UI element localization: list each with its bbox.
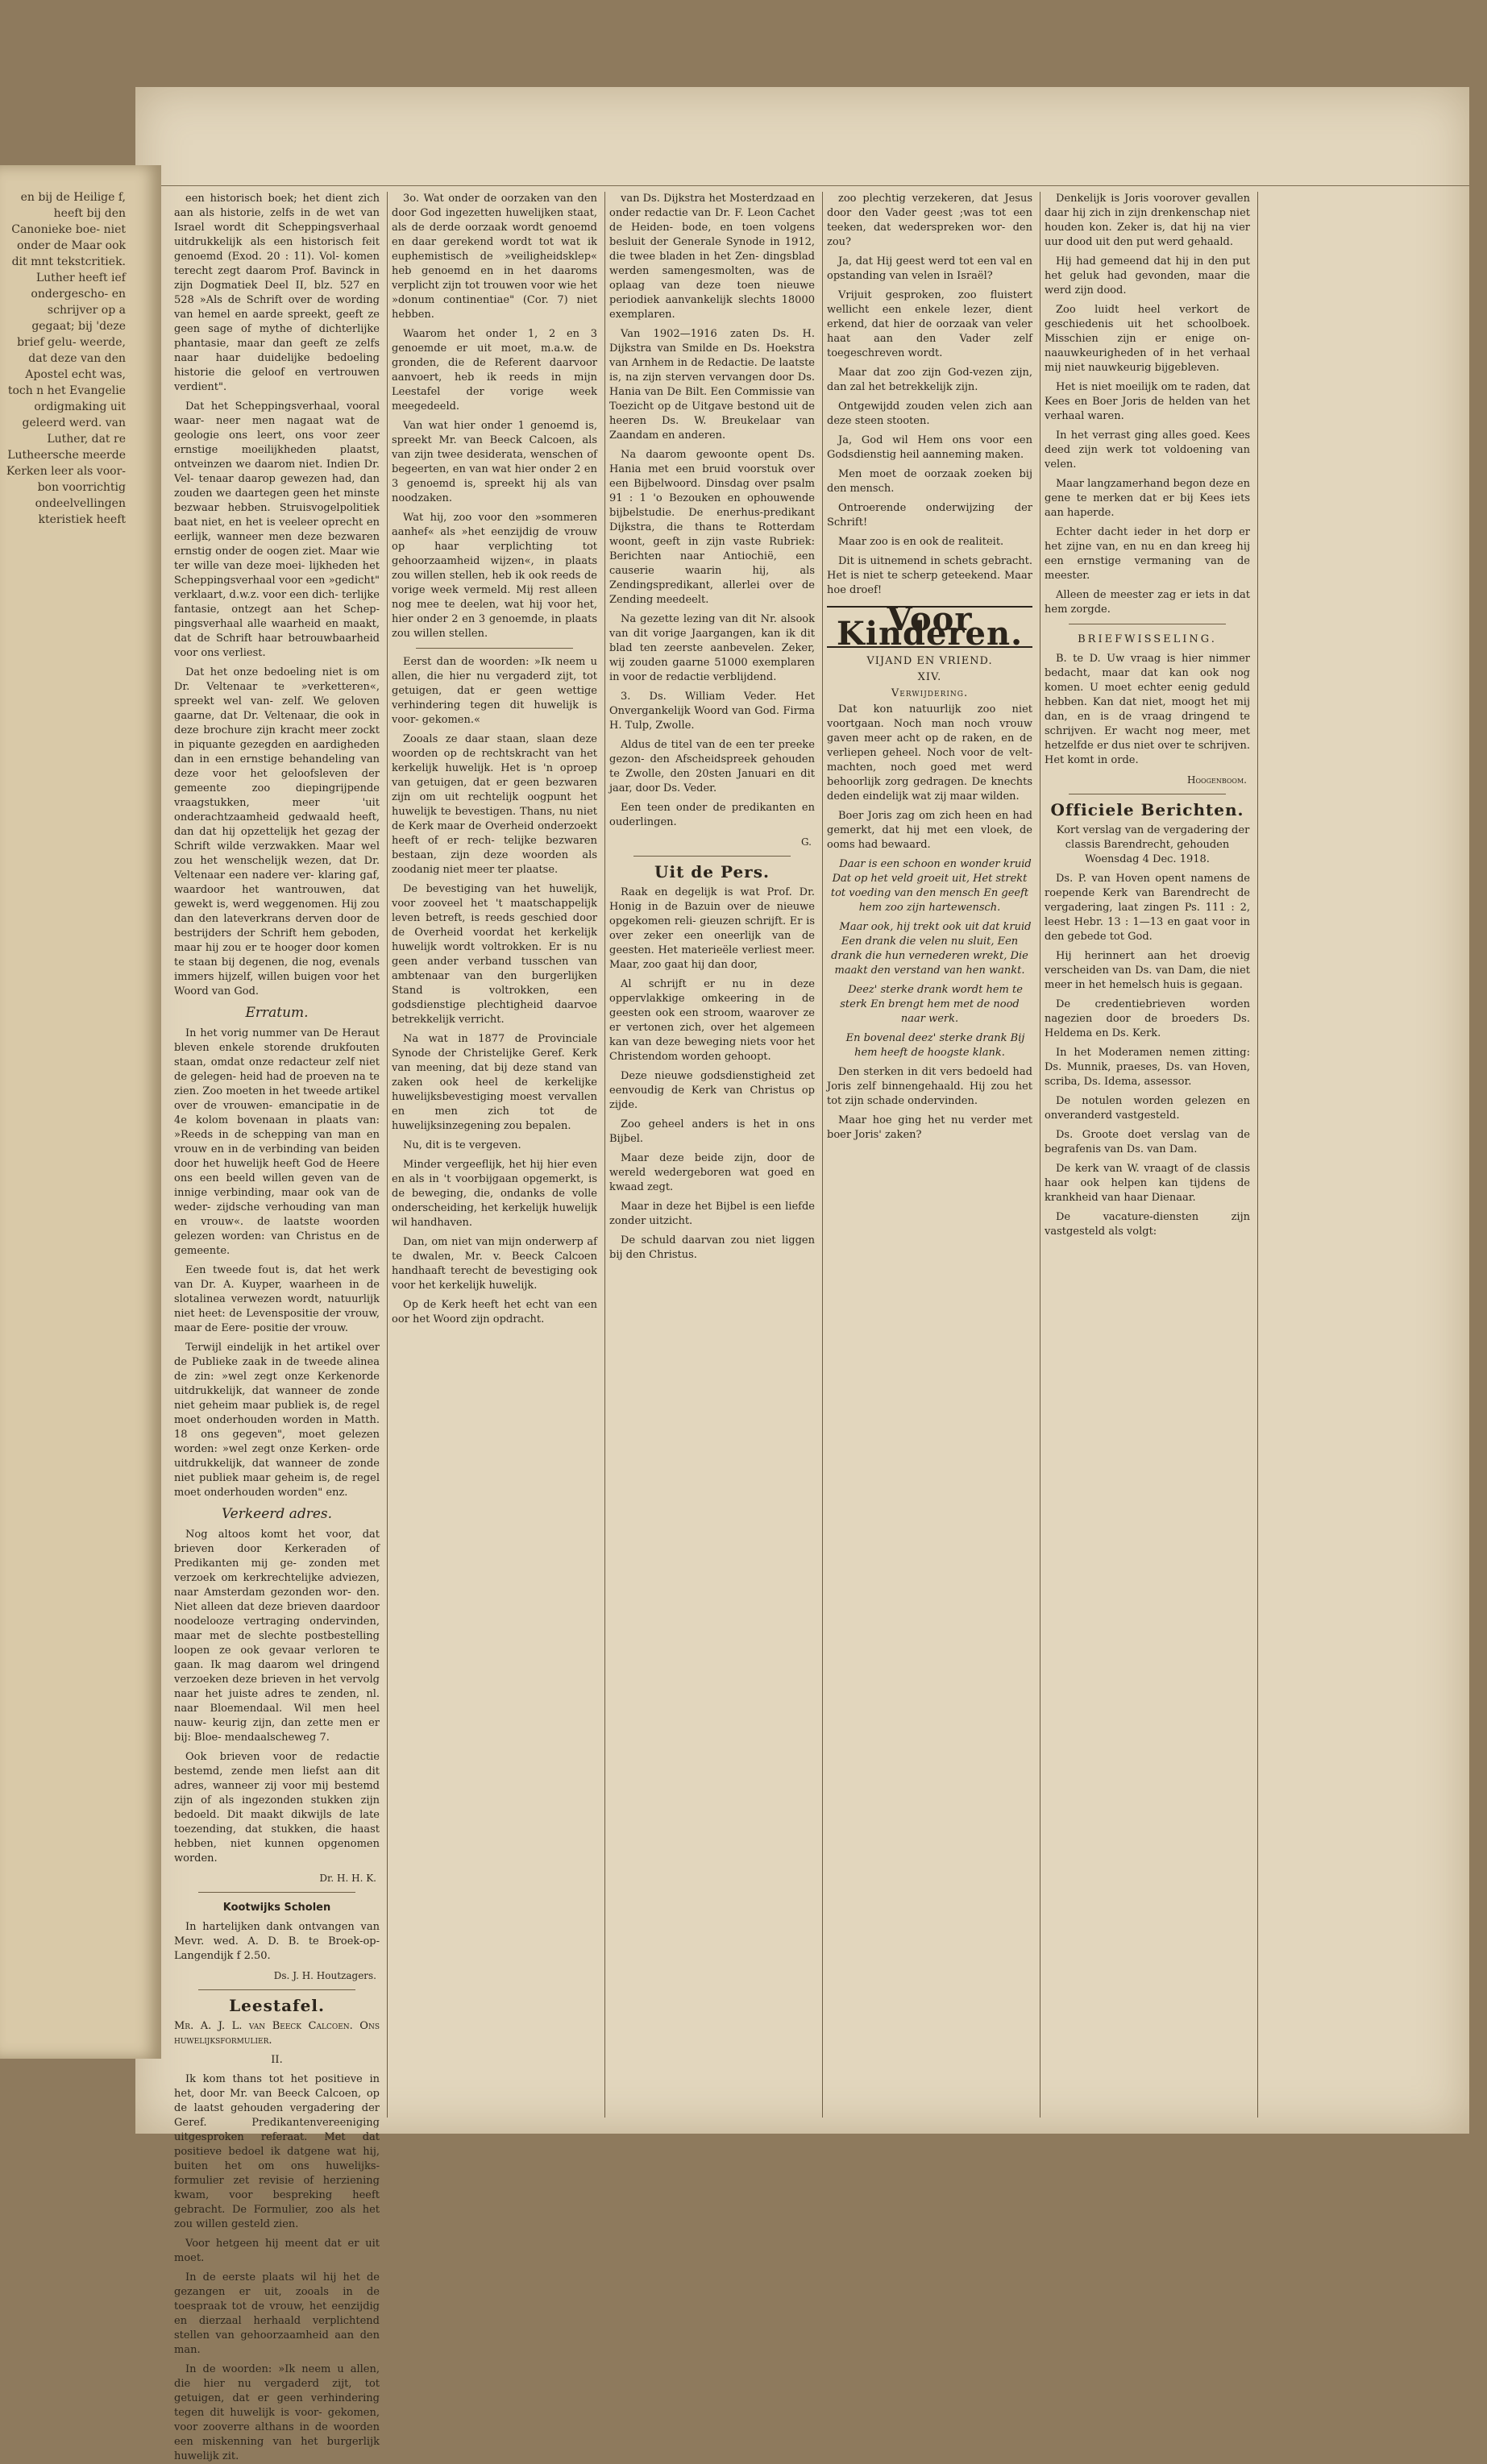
body-text: Ontgewijdd zouden velen zich aan deze steen stooten.: [827, 400, 1032, 427]
verse-text: Maar ook, hij trekt ook uit dat kruid Een drank die velen nu sluit, Een drank die hun vernederen wrekt, Die maakt den verstand van hen wankt.: [831, 921, 1032, 977]
verse-text: Deez' sterke drank wordt hem te sterk En brengt hem met de nood naar werk.: [840, 984, 1023, 1025]
divider: [198, 1892, 355, 1893]
body-text: Ontroerende onderwijzing der Schrift!: [827, 502, 1032, 529]
body-text: Van 1902—1916 zaten Ds. H. Dijkstra van Smilde en Ds. Hoekstra van Arnhem in de Redactie. De laatste is, na zijn sterven vervangen door Ds. Hania van De Bilt. Een Commissie van Toezicht op de Uitgave bestond uit de heeren Ds. W. Breukelaar van Zaandam en anderen.: [609, 328, 815, 442]
column-rule: [822, 192, 823, 2118]
body-text: Nu, dit is te vergeven.: [403, 1139, 521, 1151]
body-text: In het vorig nummer van De Heraut bleven enkele storende drukfouten staan, omdat onze redacteur zelf niet de gelegen- heid had de proeven na te zien. Zoo moeten in het tweede artikel over de vrouwen- emancipatie in de 4e kolom bovenaan in plaats van: »Reeds in de schepping van man en vrouw en in de verbinding van beiden door het huwelijk heeft God de Heere ons een beeld willen geven van de innige verbinding, maar ook van de weder- zijdsche verhouding van man en vrouw«. de laatste woorden gelezen worden: van Christus en de gemeente.: [174, 1027, 380, 1257]
column-5: [1045, 192, 1250, 2118]
body-text: Maar zoo is en ook de realiteit.: [838, 536, 1004, 548]
body-text: Kort verslag van de vergadering der classis Barendrecht, gehouden Woensdag 4 Dec. 1918.: [1056, 824, 1250, 865]
body-text: De bevestiging van het huwelijk, voor zooveel het 't maatschappelijk leven betreft, is reeds geschied door de Overheid voordat het kerkelijk huwelijk wordt voltrokken. Er is nu geen ander verband tusschen van ambtenaar van den burgerlijken Stand is voltrokken, een godsdienstige plechtigheid daarvoe betrekkelijk verricht.: [392, 883, 597, 1026]
body-text: Na gezette lezing van dit Nr. alsook van dit vorige Jaargangen, kan ik dit blad ten zeerste aanbevelen. Zeker, wij zouden gaarne 51000 exemplaren in voor de redactie verblijdend.: [609, 613, 815, 683]
body-text: Dat het Scheppingsverhaal, vooral waar- neer men nagaat wat de geologie ons leert, ons voor zeer ernstige moeilijkheden plaatst, ontveinzen we daarom niet. Indien Dr. Vel- tenaar daarop gewezen had, dan zouden we daartegen geen het minste bezwaar hebben. Struisvogelpolitiek baat niet, en het is veeleer oprecht en eerlijk, wanneer men deze bezwaren ernstig onder de oogen ziet. Maar wie ter wille van deze moei- lijkheden het Scheppingsverhaal voor een »gedicht" verklaart, d.w.z. voor een dich- terlijke fantasie, ontzegt aan het Schep- pingsverhaal alle waarheid en maakt, dat de Schrift haar betrouwbaarheid voor ons verliest.: [174, 400, 380, 659]
erratum-heading: Erratum.: [245, 1005, 309, 1021]
body-text: In de eerste plaats wil hij het de gezangen er uit, zooals in de toespraak tot de vrouw, het eenzijdig en dierzaal herhaald verplichtend stellen van gehoorzaamheid aan den man.: [174, 2271, 380, 2356]
body-text: Boer Joris zag om zich heen en had gemerkt, dat hij met een vloek, de ooms had bewaard.: [827, 810, 1032, 851]
signature: Hoogenboom.: [1187, 774, 1247, 786]
signature: Ds. J. H. Houtzagers.: [273, 1970, 376, 1981]
body-text: Een tweede fout is, dat het werk van Dr. A. Kuyper, waarheen in de slotalinea verwezen wordt, natuurlijk niet heet: de Levenspositie der vrouw, maar de Eere- positie der vrouw.: [174, 1264, 380, 1334]
body-text: Dat kon natuurlijk zoo niet voortgaan. Noch man noch vrouw gaven meer acht op de raken, en de verliepen geheel. Noch voor de velt- machten, noch goed met werd behoorlijk zorg gedragen. De knechts deden eindelijk wat zij maar wilden.: [827, 703, 1032, 803]
body-text: In de woorden: »Ik neem u allen, die hier nu vergaderd zijt, tot getuigen, dat er geen verhindering tegen dit huwelijk is voor- gekomen, voor zooverre althans in de woorden een miskenning van het burgerlijk huwelijk zit.: [174, 2363, 380, 2462]
body-text: een historisch boek; het dient zich aan als historie, zelfs in de wet van Israel wordt dit Scheppingsverhaal uitdrukkelijk als een historisch feit genoemd (Exod. 20 : 11). Vol- komen terecht zegt daarom Prof. Bavinck in zijn Dogmatiek Deel II, blz. 527 en 528 »Als de Schrift over de wording van hemel en aarde spreekt, geeft ze geen sage of mythe of dichterlijke phantasie, maar dan geeft ze zelfs naar haar duidelijke bedoeling historie die geloof en vertrouwen verdient".: [174, 193, 380, 393]
body-text: B. te D. Uw vraag is hier nimmer bedacht, maar dat kan ook nog komen. U moet echter eenig geduld hebben. Kan dat niet, moogt het mij dan, en is de vraag dringend te schrijven. Er wacht nog meer, met hetzelfde er dus niet over te schrijven. Het komt in orde.: [1045, 653, 1250, 766]
body-text: Echter dacht ieder in het dorp er het zijne van, en nu en dan kreeg hij een ernstige vermaning van de meester.: [1045, 526, 1250, 582]
body-text: Dat het onze bedoeling niet is om Dr. Veltenaar te »verketteren«, spreekt wel van- zelf. We geloven gaarne, dat Dr. Veltenaar, die ook in deze brochure zijn kracht meer zockt in piquante gezegden en aardigheden dan in een ernstige behandeling van deze voor het geloofsleven der gemeente zoo diepingrijpende vraagstukken, meer 'uit onderachtzaamheid gedwaald heeft, dan dat hij opzettelijk het gezag der Schrift wilde verzwakken. Maar wel zou het wenschelijk wezen, dat Dr. Veltenaar een nadere ver- klaring gaf, waardoor het wantrouwen, dat gewekt is, werd weggenomen. Hij zou dan den lateverkrans derven door de bestrijders der Schrift hem geboden, maar hij zou er te hooger door komen te staan bij degenen, die nog, evenals immers hijzelf, willen buigen voor het Woord van God.: [174, 666, 380, 998]
body-text: Ik kom thans tot het positieve in het, door Mr. van Beeck Calcoen, op de laatst gehouden vergadering der Geref. Predikantenvereeniging uitgesproken referaat. Met dat positieve bedoel ik datgene wat hij, buiten het om ons huwelijks- formulier zet revisie of herziening kwam, voor bespreking heeft gebracht. De Formulier, zoo als het zou willen gesteld zien.: [174, 2073, 380, 2230]
body-text: Nog altoos komt het voor, dat brieven door Kerkeraden of Predikanten mij ge- zonden met verzoek om kerkrechtelijke adviezen, naar Amsterdam gezonden wor- den. Niet alleen dat deze brieven daardoor noodelooze vertraging ondervinden, maar met de slechte postbestelling loopen ze ook gevaar verloren te gaan. Ik mag daarom wel dringend verzoeken deze brieven in het vervolg naar het juiste adres te zenden, nl. naar Bloemendaal. Wil men heel nauw- keurig zijn, dan zette men er bij: Bloe- mendaalscheweg 7.: [174, 1529, 380, 1744]
voor-kinderen-masthead: Voor Kinderen.: [827, 606, 1032, 648]
story-subtitle: Verwijdering.: [891, 687, 969, 699]
body-text: Maar deze beide zijn, door de wereld wedergeboren wat goed en kwaad zegt.: [609, 1152, 815, 1193]
body-text: Den sterken in dit vers bedoeld had Joris zelf binnengehaald. Hij zou het tot zijn schade ondervinden.: [827, 1066, 1032, 1107]
column-4: [827, 192, 1032, 2118]
body-text: zoo plechtig verzekeren, dat Jesus door den Vader geest ;was tot een teeken, dat wederspreken wor- den zou?: [827, 193, 1032, 248]
body-text: Aldus de titel van de een ter preeke gezon- den Afscheidspreek gehouden te Zwolle, den 20sten Januari en dit jaar, door Ds. Veder.: [609, 739, 815, 794]
body-text: van Ds. Dijkstra het Mosterdzaad en onder redactie van Dr. F. Leon Cachet de Heiden- bode, en toen volgens besluit der Generale Synode in 1912, die twee bladen in het Zen- dingsblad werden samengesmolten, was de oplaag van deze toen nieuwe periodiek aanvankelijk slechts 18000 exemplaren.: [609, 193, 815, 321]
body-text: Ja, dat Hij geest werd tot een val en opstanding van velen in Israël?: [827, 255, 1032, 282]
body-text: Eerst dan de woorden: »Ik neem u allen, die hier nu vergaderd zijt, tot getuigen, dat er geen wettige verhindering tegen dit huwelijk is voor- gekomen.«: [392, 656, 597, 726]
adjacent-page-text: en bij de Heilige f, heeft bij den Canonieke boe- niet onder de Maar ook dit mnt tekstcritiek. Luther heeft ief ondergescho- en schrijver op a gegaat; bij 'deze brief gelu- weerde, dat deze van den Apostel echt was, toch n het Evangelie ordigmaking uit geleerd werd. van Luther, dat re Lutheersche meerde Kerken leer als voor- bon voorrichtig ondeelvellingen kteristiek heeft: [6, 191, 126, 526]
body-text: Waarom het onder 1, 2 en 3 genoemde er uit moet, m.a.w. de gronden, die de Referent daarvoor aanvoert, heb ik reeds in mijn Leestafel der vorige week meegedeeld.: [392, 328, 597, 413]
body-text: Voor hetgeen hij meent dat er uit moet.: [174, 2238, 380, 2264]
body-text: De vacature-diensten zijn vastgesteld als volgt:: [1045, 1211, 1250, 1238]
verse-text: En bovenal deez' sterke drank Bij hem heeft de hoogste klank.: [845, 1032, 1025, 1059]
body-text: Zoo geheel anders is het in ons Bijbel.: [609, 1118, 815, 1145]
leestafel-heading: Leestafel.: [229, 1996, 325, 2015]
column-3: [609, 192, 815, 2118]
body-text: Hij had gemeend dat hij in den put het geluk had gevonden, maar die werd zijn dood.: [1045, 255, 1250, 297]
body-text: De schuld daarvan zou niet liggen bij den Christus.: [609, 1234, 815, 1261]
leestafel-subheading: Mr. A. J. L. van Beeck Calcoen. Ons huwelijksformulier.: [174, 2020, 380, 2047]
uit-de-pers-heading: Uit de Pers.: [654, 862, 770, 881]
body-text: Deze nieuwe godsdienstigheid zet eenvoudig de Kerk van Christus op zijde.: [609, 1070, 815, 1111]
body-text: In het Moderamen nemen zitting: Ds. Munnik, praeses, Ds. van Hoven, scriba, Ds. Idema, assessor.: [1045, 1047, 1250, 1088]
body-text: Zooals ze daar staan, slaan deze woorden op de rechtskracht van het kerkelijk huwelijk. Het is 'n oproep van getuigen, dat er geen bezwaren zijn om uit rechtelijk oogpunt het huwelijk te bevestigen. Thans, nu niet de Kerk maar de Overheid onderzoekt heeft of er rech- telijke bezwaren bestaan, zijn deze woorden als zoodanig niet meer ter plaatse.: [392, 733, 597, 876]
body-text: Na daarom gewoonte opent Ds. Hania met een bruid voorstuk over een Bijbelwoord. Dinsdag over psalm 91 : 1 'o Bezouken en ophouwende bijbelstudie. De enerhus-predikant Dijkstra, die thans te Rotterdam woont, geeft in zijn vaste Rubriek: Berichten naar Antiochië, een causerie waarin hij, als Zendingspredikant, allerlei over de Zending meedeelt.: [609, 449, 815, 606]
body-text: In het verrast ging alles goed. Kees deed zijn werk tot voldoening van velen.: [1045, 429, 1250, 471]
body-text: Maar hoe ging het nu verder met boer Joris' zaken?: [827, 1114, 1032, 1141]
divider: [633, 856, 791, 857]
verkeerd-adres-heading: Verkeerd adres.: [221, 1506, 333, 1522]
story-numeral: XIV.: [917, 671, 942, 683]
body-text: Een teen onder de predikanten en ouderlingen.: [609, 802, 815, 828]
divider: [198, 1989, 355, 1990]
section-numeral: II.: [271, 2054, 283, 2066]
top-rule: [135, 185, 1469, 186]
body-text: Denkelijk is Joris voorover gevallen daar hij zich in zijn drenkenschap niet houden kon. Zeker is, dat hij na vier uur dood uit den put werd gehaald.: [1045, 193, 1250, 248]
body-text: Hij herinnert aan het droevig verscheiden van Ds. van Dam, die niet meer in het hemelsch huis is gegaan.: [1045, 950, 1250, 991]
body-text: Men moet de oorzaak zoeken bij den mensch.: [827, 468, 1032, 495]
body-text: Dan, om niet van mijn onderwerp af te dwalen, Mr. v. Beeck Calcoen handhaaft terecht de bevestiging ook voor het kerkelijk huwelijk.: [392, 1236, 597, 1292]
column-rule: [604, 192, 605, 2118]
divider: [416, 648, 573, 649]
column-rule: [1257, 192, 1258, 2118]
body-text: Maar dat zoo zijn God-vezen zijn, dan zal het betrekkelijk zijn.: [827, 367, 1032, 393]
body-text: Ds. P. van Hoven opent namens de roepende Kerk van Barendrecht de vergadering, laat zingen Ps. 111 : 2, leest Hebr. 13 : 1—13 en gaat voor in den gebede tot God.: [1045, 873, 1250, 943]
adjacent-page-strip: [0, 165, 161, 2059]
body-text: Alleen de meester zag er iets in dat hem zorgde.: [1045, 589, 1250, 616]
body-text: Dit is uitnemend in schets gebracht. Het is niet te scherp geteekend. Maar hoe droef!: [827, 555, 1032, 596]
column-1: [174, 192, 380, 2462]
body-text: De kerk van W. vraagt of de classis haar ook helpen kan tijdens de krankheid van haar Dienaar.: [1045, 1163, 1250, 1204]
body-text: Terwijl eindelijk in het artikel over de Publieke zaak in de tweede alinea de zin: »wel zegt onze Kerkenorde uitdrukkelijk, dat wanneer de zonde niet geheim maar publiek is, de regel moet onderhouden worden in Matth. 18 ons gegeven", moet gelezen worden: »wel zegt onze Kerken- orde uitdrukkelijk, dat wanneer de zonde niet publiek maar geheim is, de regel moet onderhouden worden" enz.: [174, 1342, 380, 1499]
body-text: De credentiebrieven worden nagezien door de broeders Ds. Heldema en Ds. Kerk.: [1045, 998, 1250, 1039]
body-text: Maar langzamerhand begon deze en gene te merken dat er bij Kees iets aan haperde.: [1045, 478, 1250, 519]
body-text: Het is niet moeilijk om te raden, dat Kees en Boer Joris de helden van het verhaal waren.: [1045, 381, 1250, 422]
story-title: VIJAND EN VRIEND.: [866, 655, 993, 667]
body-text: Ds. Groote doet verslag van de begrafenis van Ds. van Dam.: [1045, 1129, 1250, 1155]
kootwijk-heading: Kootwijks Scholen: [222, 1902, 331, 1914]
body-text: Op de Kerk heeft het echt van een oor het Woord zijn opdracht.: [392, 1299, 597, 1325]
column-rule: [387, 192, 388, 2118]
body-text: Zoo luidt heel verkort de geschiedenis uit het schoolboek. Misschien zijn er enige on- naauwkeurigheden of in het verhaal mij niet nauwkeurig bijgebleven.: [1045, 304, 1250, 374]
body-text: Minder vergeeflijk, het hij hier even en als in 't voorbijgaan opgemerkt, is de beweging, die, ondanks de volle onderscheiding, het kerkelijk huwelijk wil handhaven.: [392, 1159, 597, 1229]
body-text: Na wat in 1877 de Provinciale Synode der Christelijke Geref. Kerk van meening, dat bij deze stand van zaken ook heel de kerkelijke huwelijksbevestiging moest vervallen en men zich tot de huwelijksinzegening zou bepalen.: [392, 1033, 597, 1132]
verse-text: Daar is een schoon en wonder kruid Dat op het veld groeit uit, Het strekt tot voeding van den mensch En geeft hem zoo zijn hartewensch.: [830, 858, 1032, 914]
body-text: Ook brieven voor de redactie bestemd, zende men liefst aan dit adres, wanneer zij voor mij bestemd zijn of als ingezonden stukken zijn bedoeld. Dit maakt dikwijls de late toezending, dat stukken, die haast hebben, niet kunnen opgenomen worden.: [174, 1751, 380, 1865]
body-text: Al schrijft er nu in deze oppervlakkige omkeering in de geesten ook een stroom, waarover ze er vertonen zich, over het algemeen kan van deze beweging niets voor het Christendom worden gehoopt.: [609, 978, 815, 1063]
body-text: In hartelijken dank ontvangen van Mevr. wed. A. D. B. te Broek-op-Langendijk f 2.50.: [174, 1921, 380, 1962]
body-text: Vrijuit gesproken, zoo fluistert wellicht een enkele lezer, dient erkend, dat hier de oorzaak van veler haat aan den Vader zelf toegeschreven wordt.: [827, 289, 1032, 359]
body-text: Wat hij, zoo voor den »sommeren aanhef« als »het eenzijdig de vrouw op haar verplichting tot gehoorzaamheid wijzen«, in plaats zou willen stellen, heb ik ook reeds de vorige week vermeld. Mij rest alleen nog mee te deelen, wat hij voor het, hier onder 2 en 3 genoemde, in plaats zou willen stellen.: [392, 512, 597, 640]
newspaper-page: [135, 87, 1469, 2462]
body-text: Van wat hier onder 1 genoemd is, spreekt Mr. van Beeck Calcoen, als van zijn twee desiderata, wenschen of begeerten, en van wat hier onder 2 en 3 genoemd is, spreekt hij als van noodzaken.: [392, 420, 597, 504]
officiele-berichten-heading: Officiele Berichten.: [1050, 800, 1244, 819]
column-2: [392, 192, 597, 2118]
signature: G.: [801, 836, 812, 848]
body-text: Ja, God wil Hem ons voor een Godsdienstig heil aanneming maken.: [827, 434, 1032, 461]
body-text: Raak en degelijk is wat Prof. Dr. Honig in de Bazuin over de nieuwe opgekomen reli- gieuzen schrijft. Er is over zeker een oneerlijk van de geesten. Het materieële verliest meer. Maar, zoo gaat hij dan door,: [609, 886, 815, 971]
body-text: De notulen worden gelezen en onveranderd vastgesteld.: [1045, 1095, 1250, 1122]
briefwisseling-heading: BRIEFWISSELING.: [1078, 633, 1217, 645]
body-text: 3o. Wat onder de oorzaken van den door God ingezetten huwelijken staat, als de derde oorzaak wordt genoemd en daar gerekend wordt tot wat ik euphemistisch de »veiligheidsklep« heb genoemd en in het daaroms verplicht zijn tot trouwen voor wie het »donum continentiae" (Cor. 7) niet hebben.: [392, 193, 597, 321]
body-text: 3. Ds. William Veder. Het Onvergankelijk Woord van God. Firma H. Tulp, Zwolle.: [609, 691, 815, 732]
body-text: Maar in deze het Bijbel is een liefde zonder uitzicht.: [609, 1201, 815, 1227]
signature: Dr. H. H. K.: [319, 1873, 376, 1884]
